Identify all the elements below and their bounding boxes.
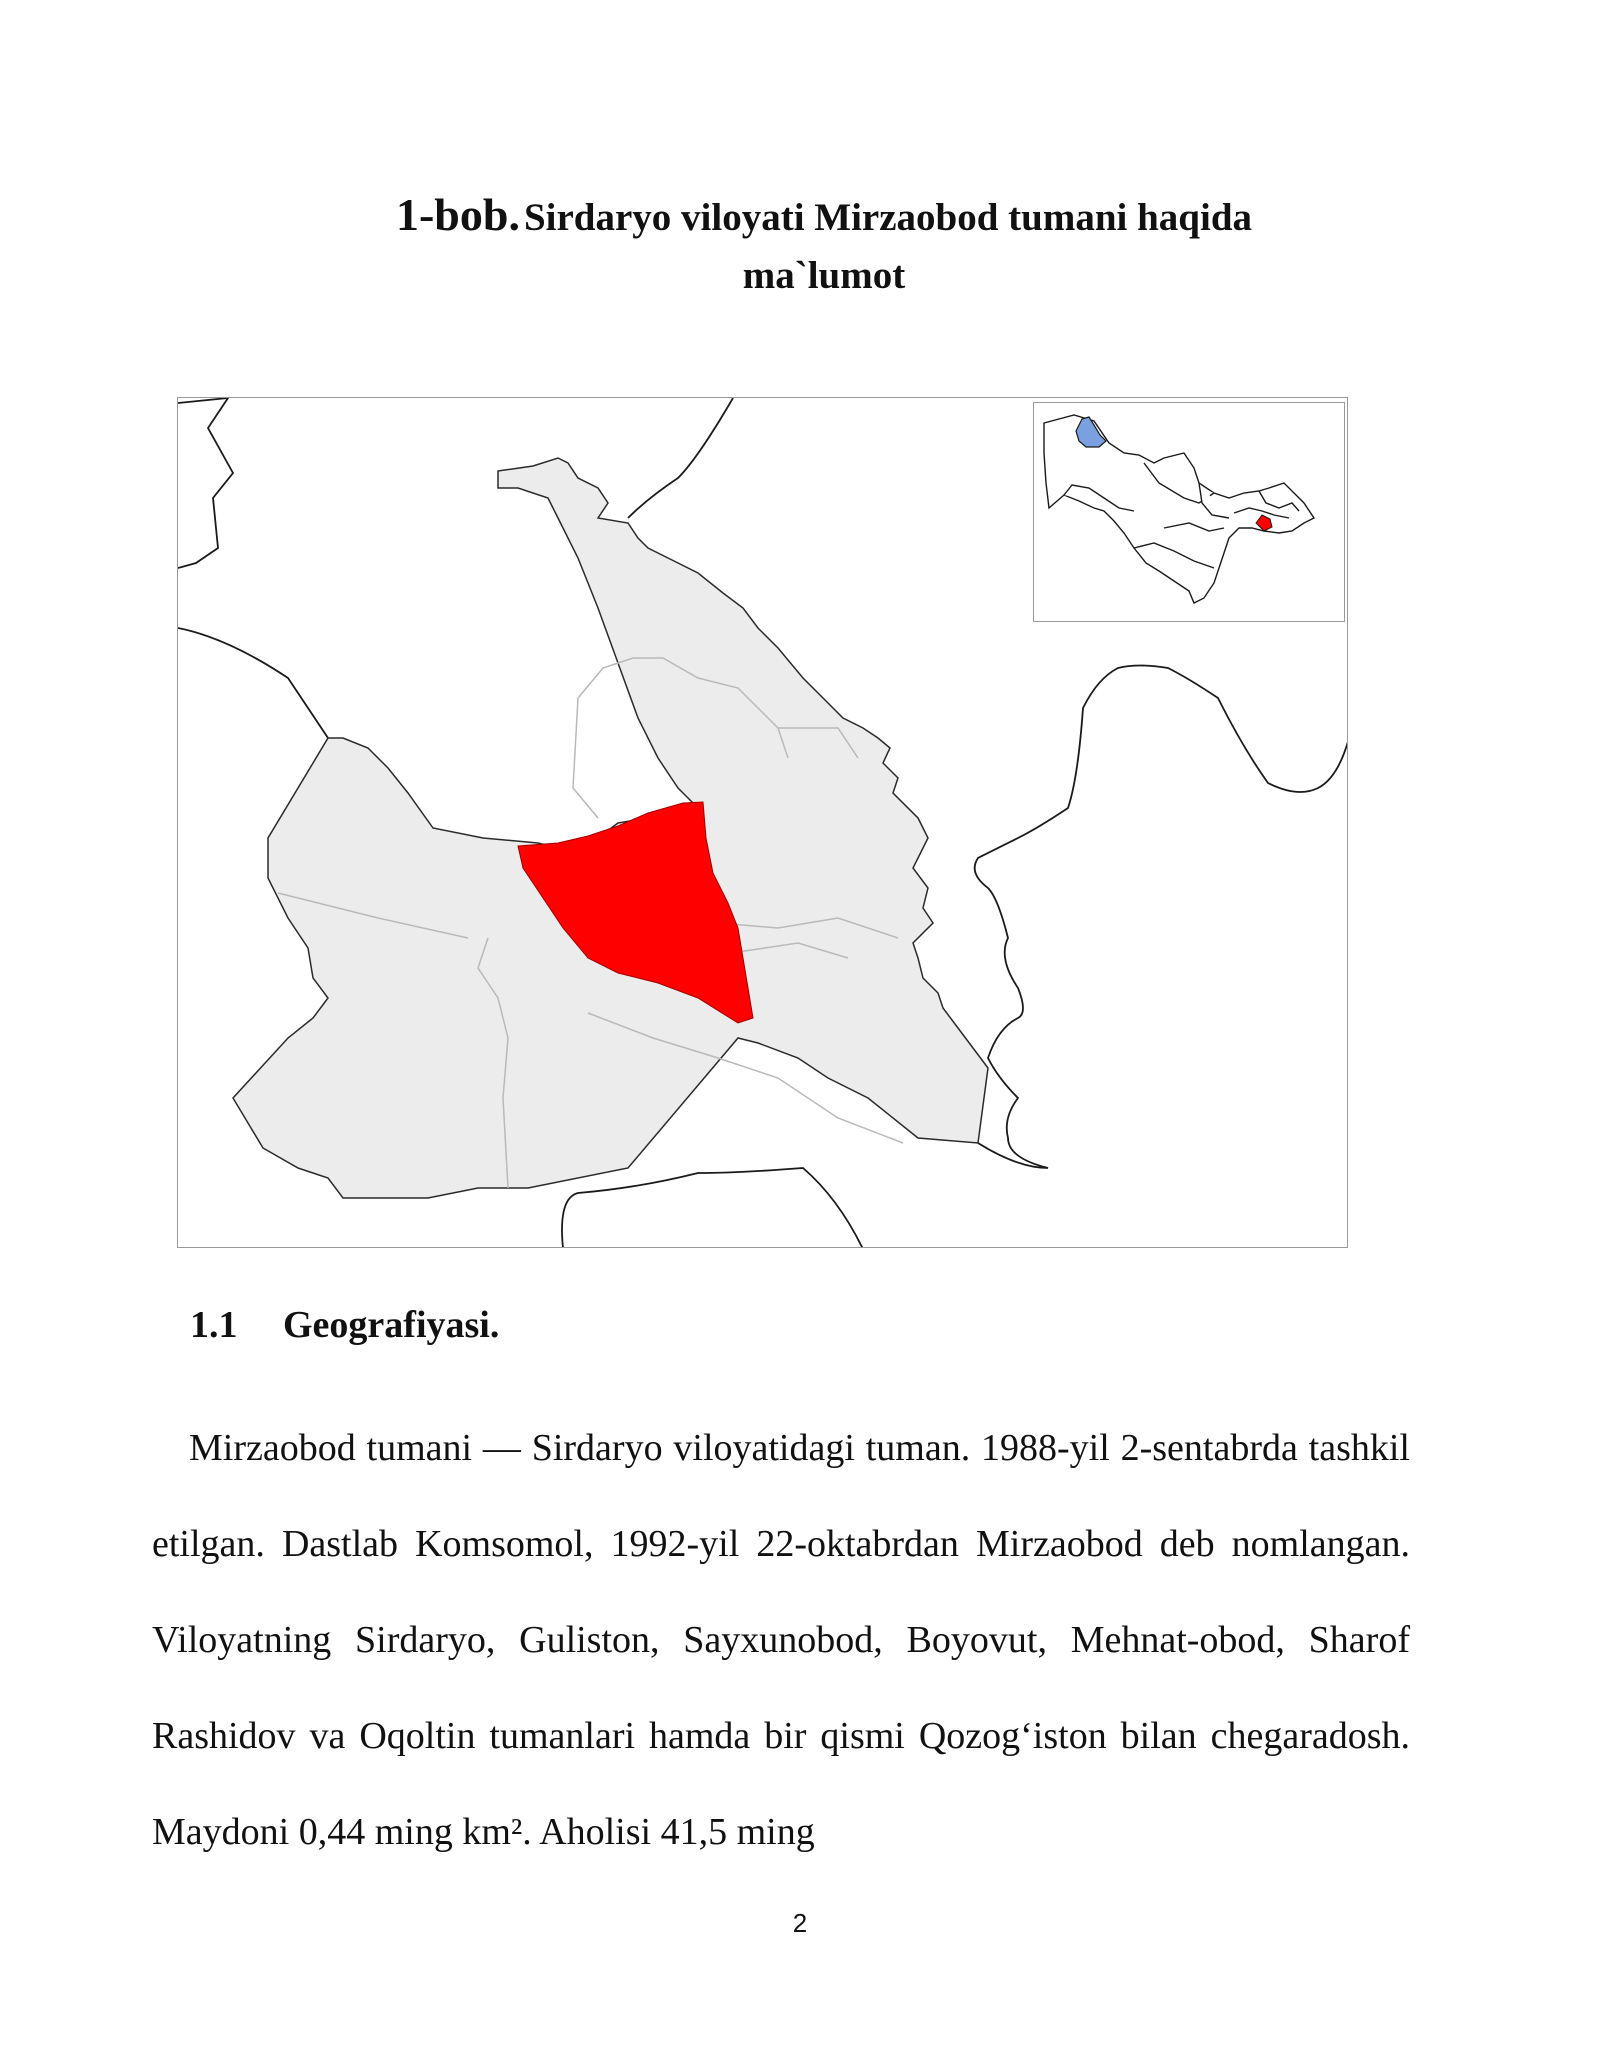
uzbekistan-inset-map <box>1033 402 1345 622</box>
title-line-1 <box>0 190 1600 251</box>
section-number: 1.1 <box>190 1304 238 1346</box>
page-title <box>0 190 1600 301</box>
inset-svg <box>1034 403 1343 620</box>
chapter-title: Sirdaryo viloyati Mirzaobod tumani haqida <box>523 196 1253 239</box>
section-heading <box>190 1300 499 1350</box>
page-number: 2 <box>792 1908 808 1938</box>
district-map <box>177 397 1348 1248</box>
section-title: Geografiyasi. <box>283 1304 500 1346</box>
title-line-2: ma`lumot <box>742 254 906 297</box>
chapter-label: 1-bob. <box>395 189 520 240</box>
body-paragraph: Mirzaobod tumani — Sirdaryo viloyatidagi tuman. 1988-yil 2-sentabrda tashkil etilgan. Dastlab Komsomol, 1992-yil 22-oktabrdan Mirzaobod deb nomlangan. Viloyatning Sirdaryo, Guliston, Sayxunobod, Boyovut, Mehnat-obod, Sharof Rashidov va Oqoltin tumanlari hamda bir qismi Qozog‘iston bilan chegaradosh. Maydoni 0,44 ming km². Aholisi 41,5 ming <box>152 1427 1410 1853</box>
